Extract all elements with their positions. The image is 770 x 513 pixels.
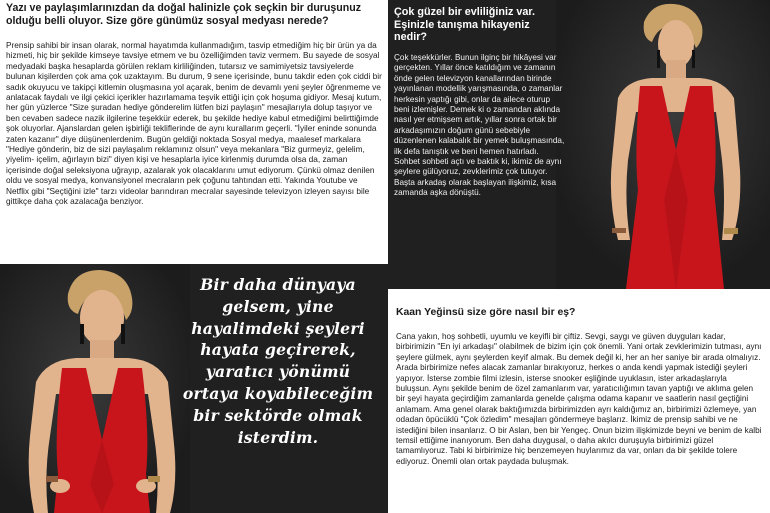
question-heading: Kaan Yeğinsü size göre nasıl bir eş? <box>396 307 576 318</box>
woman-red-dress-portrait-photo <box>0 264 190 513</box>
interview-block-social-media <box>0 0 388 264</box>
question-heading: Çok güzel bir evliliğiniz var. Eşinizle tanışma hikayeniz nedir? <box>394 6 535 44</box>
quote-block <box>0 264 388 513</box>
answer-paragraph: Cana yakın, hoş sohbetli, uyumlu ve keyifli bir çiftiz. Sevgi, saygı ve güven duyguları kadar, birbirimizin "En iyi arkadaşı" olabilmek de bizim için çok önemli. Yani ortak zevklerimizin tutması, aynı şeylere gülmek, aynı şeylerden keyif almak. Bu demek değil ki, her an her saniye bir arada olmalıyız. Arada birbirimize nefes alacak zamanlar bırakıyoruz, herkes o anda kendi yapmak istediği şeyleri yapıyor. İsterse zombie filmi izlesin, isterse snooker eşliğinde uyuklasın, ister arkadaşlarıyla buluşsun. Aynı şekilde benim de özel zamanlarım var, yaratıcılığımın tavan yaptığı ve aklıma gelen bir şeyi hayata geçirdiğim zamanlarda genelde çalışma odama kapanır ve saatlerin nasıl geçtiğini anlamam. Ama genel olarak baktığımızda birbirimizden ayrı kaldığımız an, birbirimizi özlemeye, yan odadan öpücüklü "Çok özledim" mesajları göndermeye başlarız. İkimiz de prensip sahibi ve ne istediğini bilen insanlarız. O bir Aslan, ben bir Yengeç. Onun bizim ilişkimizde beyni ve benim de kalbi temsil ettiğime inanıyorum. Ben daha duygusal, o daha akılcı duruşuyla birbirimizi güzel tamamlıyoruz. Tabi ki birbirimize hiç benzemeyen huylarımız da var, onları da bir şekilde tolere ediyoruz. Önemli olan ortak paydada buluşmak. <box>396 332 762 466</box>
answer-paragraph: Çok teşekkürler. Bunun ilginç bir hikâyesi var gerçekten. Yıllar önce katıldığım ve zamanın önde gelen televizyon kanallarından birinde yayınlanan modellik yarışmasında, o zamanlar herkesin yaptığı gibi, onlar da ailece oturup beni izlemişler. Demek ki o zamandan aklında nasıl yer etmişsem artık, yıllar sonra ortak bir arkadaşımızın doğum günü sebebiyle düzenlenen kalabalık bir yemek buluşmasında, ilk defa tanıştık ve beni hemen hatırladı. Sohbet sohbeti açtı ve baktık ki, ikimiz de aynı şeylere gülüyoruz, zevklerimiz çok tutuyor. Başta arkadaş olarak başlayan ilişkimiz, kısa zamanda aşka dönüştü. <box>394 53 565 198</box>
question-heading: Yazı ve paylaşımlarınızdan da doğal halinizle çok seçkin bir duruşunuz olduğu belli oluyor. Size göre günümüz sosyal medyası nerede? <box>6 2 361 27</box>
answer-paragraph: Prensip sahibi bir insan olarak, normal hayatımda kullanmadığım, tasvip etmediğim hiç bir ürün ya da hizmeti, hiç bir şekilde kimseye tavsiye etmem ve bu özelliğimden taviz vermem. Bu sayede de sosyal medyadaki başka hesaplarda görülen reklam kirliliğinden, tutarsız ve samimiyetsiz tavsiyelerde bulunan kişilerden çok ama çok uzaktayım. Bu durum, 9 sene içerisinde, bunu takdir eden çok ciddi bir sadık okuyucu ve takipçi kitlemin oluşmasına yol açarak, benim de devamlı yeni şeyler öğrenmeme ve anlatacak faydalı ve ilgi çekici içerikler hazırlamama teşvik ettiği için çok hoşuma gidiyor. Mesaj kutum, her gün yüzlerce "Size şuradan hediye gönderelim lütfen bizi paylaşın" mesajlarıyla dolup taşıyor ve ben cevaben sadece nazik ilgilerine teşekkür ederek, bu şekilde hediye kabul etmediğimi belirttiğimde şok oluyorlar. Ajanslardan gelen işbirliği tekliflerinde de aynı kurallarım geçerli. "İyiler eninde sonunda zaten kazanır" diye düşünenlerdenim. Bugün geldiği noktada Sosyal medya, maalesef markalara "Hediye gönderin, biz de sizi paylaşalım reklamınız olsun" veya mekanlara "Biz gurmeyiz, gelelim, yiyelim- içelim, ağırlayın bizi" diyen kişi ve hesaplarla iyice kirlenmiş durumda olsa da, zaman içerisinde doğal seleksiyona uğrayıp, azalarak yok olacaklarını umut ediyorum. Çünkü olmaz denilen oldu ve sosyal medya, konvansiyonel mecraların pek çoğunu tahtından etti. Yakında Youtube ve Netflix gibi "Seçtiğini izle" tarzı videolar barındıran mecralar sayesinde televizyon izleyen sayısı bile gittikçe daha çok azalacağa benziyor. <box>6 40 382 207</box>
woman-red-dress-photo <box>556 0 770 289</box>
pull-quote: Bir daha dünyaya gelsem, yine hayalimdeki şeyleri hayata geçirerek, yaratıcı yönümü ortaya koyabileceğim bir sektörde olmak isterdim. <box>182 275 374 447</box>
interview-block-marriage <box>388 0 770 289</box>
interview-block-spouse <box>388 289 770 513</box>
